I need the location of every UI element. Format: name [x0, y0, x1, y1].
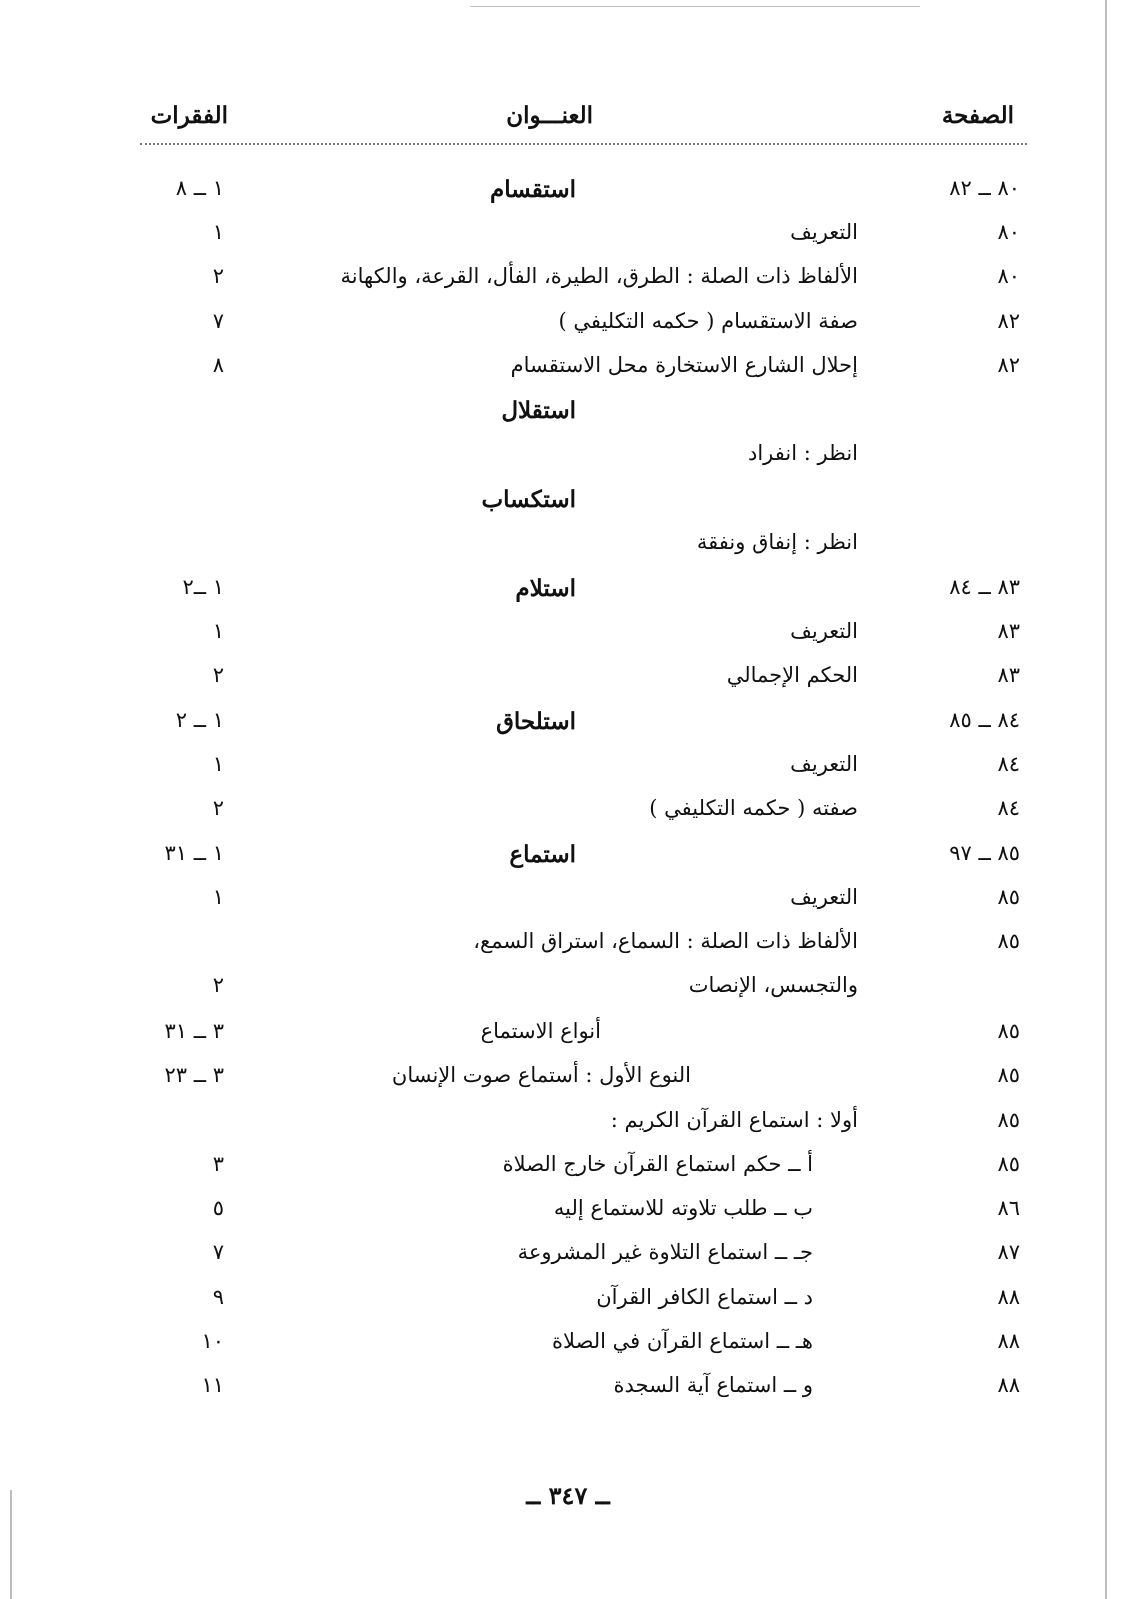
index-entry: [0, 973, 1136, 1013]
index-entry: [0, 752, 1136, 792]
entry-paragraphs: ٢: [212, 663, 224, 687]
entry-title: أنواع الاستماع: [480, 1019, 601, 1043]
index-entry: [0, 885, 1136, 925]
entry-paragraphs: ٢: [212, 796, 224, 820]
entry-title: جـ ــ استماع التلاوة غير المشروعة: [517, 1240, 813, 1264]
entry-title: انظر : انفراد: [748, 441, 858, 465]
index-entry: [0, 1152, 1136, 1192]
entry-paragraphs: ١: [212, 885, 224, 909]
index-entry-heading: [0, 841, 1136, 881]
entry-pages: ٨٦: [997, 1196, 1020, 1220]
entry-paragraphs: ٨: [212, 353, 224, 377]
entry-title: ب ــ طلب تلاوته للاستماع إليه: [553, 1196, 813, 1220]
entry-paragraphs: ١١: [201, 1373, 224, 1397]
index-entry: [0, 220, 1136, 260]
entry-pages: ٨٥: [997, 1108, 1020, 1132]
entry-pages: ٨٠: [997, 220, 1020, 244]
index-entry: [0, 1329, 1136, 1369]
entry-title: أ ــ حكم استماع القرآن خارج الصلاة: [502, 1152, 813, 1176]
column-header-pages: الصفحة: [941, 102, 1014, 129]
index-entry-heading: [0, 397, 1136, 437]
entry-pages: ٨٥: [997, 1063, 1020, 1087]
entry-title: إحلال الشارع الاستخارة محل الاستقسام: [510, 353, 858, 377]
entry-pages: ٨٠: [997, 264, 1020, 288]
index-entry: [0, 929, 1136, 969]
entry-title: استكساب: [481, 486, 576, 513]
entry-pages: ٨٢: [997, 309, 1020, 333]
entry-title: التعريف: [790, 885, 858, 909]
entry-paragraphs: ١ ــ ٢: [175, 708, 224, 732]
entry-paragraphs: ١: [212, 619, 224, 643]
entry-pages: ٨٥: [997, 885, 1020, 909]
entry-title: التعريف: [790, 752, 858, 776]
entry-title: استقسام: [489, 176, 576, 203]
entry-title: د ــ استماع الكافر القرآن: [596, 1285, 813, 1309]
index-entry: [0, 796, 1136, 836]
index-entry: [0, 1063, 1136, 1103]
entry-paragraphs: ٣: [212, 1152, 224, 1176]
entry-pages: ٨٣ ــ ٨٤: [949, 575, 1020, 599]
entry-pages: ٨٨: [997, 1373, 1020, 1397]
index-entry: [0, 619, 1136, 659]
index-entry: [0, 1285, 1136, 1325]
index-entry: [0, 264, 1136, 304]
entry-title: صفته ( حكمه التكليفي ): [649, 796, 858, 820]
index-entry-heading: [0, 486, 1136, 526]
entry-pages: ٨٥: [997, 929, 1020, 953]
entry-pages: ٨٣: [997, 619, 1020, 643]
entry-paragraphs: ٢: [212, 264, 224, 288]
entry-title: الألفاظ ذات الصلة : السماع، استراق السمع،: [473, 929, 858, 953]
column-header-title: العنـــوان: [506, 102, 593, 129]
entry-paragraphs: ١: [212, 220, 224, 244]
entry-pages: ٨٣: [997, 663, 1020, 687]
entry-title: النوع الأول : أستماع صوت الإنسان: [391, 1063, 691, 1087]
index-entry: [0, 1196, 1136, 1236]
entry-paragraphs: ١٠: [201, 1329, 224, 1353]
entry-pages: ٨٨: [997, 1285, 1020, 1309]
entry-paragraphs: ٧: [212, 309, 224, 333]
entry-pages: ٨٨: [997, 1329, 1020, 1353]
entry-title: والتجسس، الإنصات: [688, 973, 858, 997]
entry-title: استقلال: [501, 397, 576, 424]
entry-paragraphs: ٣ ــ ٢٣: [164, 1063, 224, 1087]
entry-pages: ٨٥ ــ ٩٧: [949, 841, 1020, 865]
index-entry: [0, 663, 1136, 703]
entry-paragraphs: ١: [212, 752, 224, 776]
column-header-paragraphs: الفقرات: [150, 102, 228, 129]
entry-title: الحكم الإجمالي: [726, 663, 858, 687]
entry-pages: ٨٥: [997, 1019, 1020, 1043]
entry-title: انظر : إنفاق ونفقة: [696, 530, 858, 554]
entry-pages: ٨٤: [997, 796, 1020, 820]
index-entry-heading: [0, 176, 1136, 216]
entry-pages: ٨٧: [997, 1240, 1020, 1264]
entry-paragraphs: ٣ ــ ٣١: [164, 1019, 224, 1043]
entry-title: التعريف: [790, 619, 858, 643]
entry-pages: ٨٤: [997, 752, 1020, 776]
entry-title: استلام: [515, 575, 576, 602]
entry-title: الألفاظ ذات الصلة : الطرق، الطيرة، الفأل، القرعة، والكهانة: [340, 264, 858, 288]
entry-pages: ٨٥: [997, 1152, 1020, 1176]
entry-paragraphs: ١ ــ ٣١: [164, 841, 224, 865]
scan-edge-top: [470, 6, 920, 7]
index-entry: [0, 1373, 1136, 1413]
entry-title: صفة الاستقسام ( حكمه التكليفي ): [558, 309, 858, 333]
entry-title: استلحاق: [496, 708, 576, 735]
entry-paragraphs: ١ ــ ٨: [175, 176, 224, 200]
header-dotted-rule: [140, 143, 1027, 145]
entry-pages: ٨٢: [997, 353, 1020, 377]
entry-title: التعريف: [790, 220, 858, 244]
entry-title: استماع: [509, 841, 576, 868]
entry-paragraphs: ٢: [212, 973, 224, 997]
entry-title: و ــ استماع آية السجدة: [613, 1373, 813, 1397]
entry-paragraphs: ٥: [212, 1196, 224, 1220]
index-entry: [0, 1240, 1136, 1280]
entry-title: أولا : استماع القرآن الكريم :: [610, 1108, 858, 1132]
index-entry: [0, 530, 1136, 570]
index-entry: [0, 441, 1136, 481]
index-entry-heading: [0, 575, 1136, 615]
index-entry-heading: [0, 708, 1136, 748]
entry-pages: ٨٠ ــ ٨٢: [949, 176, 1020, 200]
entry-paragraphs: ٧: [212, 1240, 224, 1264]
entry-pages: ٨٤ ــ ٨٥: [949, 708, 1020, 732]
index-entry: [0, 309, 1136, 349]
index-entry: [0, 1108, 1136, 1148]
entry-paragraphs: ١ ــ٢: [182, 575, 224, 599]
index-entry: [0, 353, 1136, 393]
page-number: ــ ٣٤٧ ــ: [526, 1481, 610, 1510]
entry-paragraphs: ٩: [212, 1285, 224, 1309]
entry-title: هـ ــ استماع القرآن في الصلاة: [552, 1329, 813, 1353]
index-entry: [0, 1019, 1136, 1059]
